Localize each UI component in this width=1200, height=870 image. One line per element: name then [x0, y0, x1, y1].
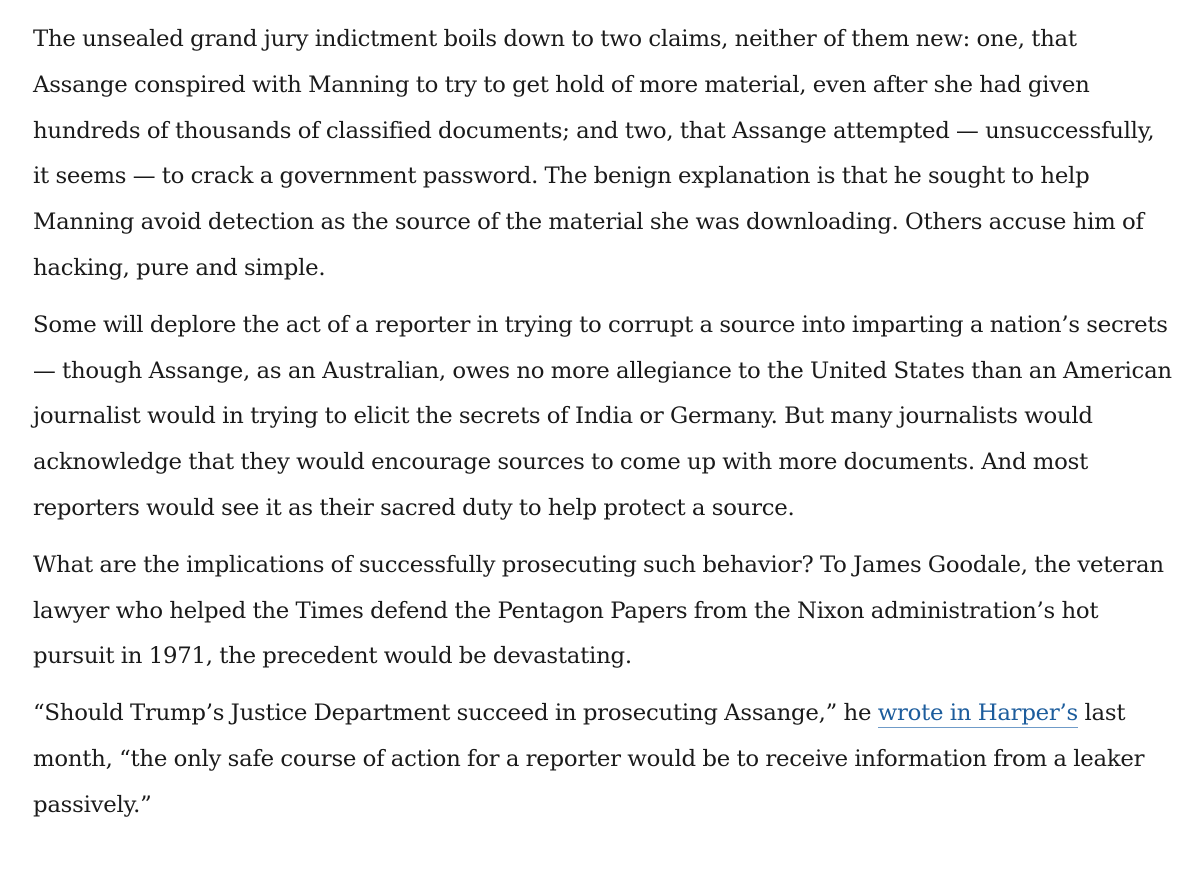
text-line: reporters would see it as their sacred duty to help protect a source. — [33, 494, 795, 521]
quote-text-before-link: “Should Trump’s Justice Department succeed in prosecuting Assange,” he — [33, 700, 878, 727]
paragraph-implications — [33, 543, 1173, 680]
text-line: Assange conspired with Manning to try to get hold of more material, even after she had given — [33, 71, 1090, 98]
text-line: What are the implications of successfully prosecuting such behavior? To James Goodale, the veteran — [33, 551, 1164, 578]
text-line: — though Assange, as an Australian, owes no more allegiance to the United States than an American — [33, 357, 1172, 384]
text-line: it seems — to crack a government password. The benign explanation is that he sought to help — [33, 163, 1090, 190]
text-line: Manning avoid detection as the source of the material she was downloading. Others accuse him of — [33, 209, 1144, 236]
text-line: passively.” — [33, 791, 152, 818]
text-line: hacking, pure and simple. — [33, 254, 326, 281]
paragraph-journalists — [33, 303, 1173, 532]
text-line: pursuit in 1971, the precedent would be devastating. — [33, 643, 632, 670]
text-line: acknowledge that they would encourage sources to come up with more documents. And most — [33, 449, 1088, 476]
text-line: journalist would in trying to elicit the secrets of India or Germany. But many journalists would — [33, 403, 1093, 430]
text-line: lawyer who helped the Times defend the Pentagon Papers from the Nixon administration’s hot — [33, 597, 1099, 624]
text-line — [33, 691, 1173, 737]
harpers-link[interactable]: wrote in Harper’s — [877, 700, 1079, 727]
paragraph-indictment — [33, 17, 1173, 292]
text-line: month, “the only safe course of action for a reporter would be to receive information from a leaker — [33, 745, 1145, 772]
text-line: Some will deplore the act of a reporter in trying to corrupt a source into imparting a nation’s secrets — [33, 311, 1168, 338]
quote-text-after-link: last — [1078, 700, 1126, 727]
paragraph-goodale-quote — [33, 691, 1173, 828]
text-line: hundreds of thousands of classified documents; and two, that Assange attempted — unsuccessfully, — [33, 117, 1155, 144]
article-body — [33, 17, 1173, 840]
text-line: The unsealed grand jury indictment boils down to two claims, neither of them new: one, that — [33, 26, 1077, 52]
